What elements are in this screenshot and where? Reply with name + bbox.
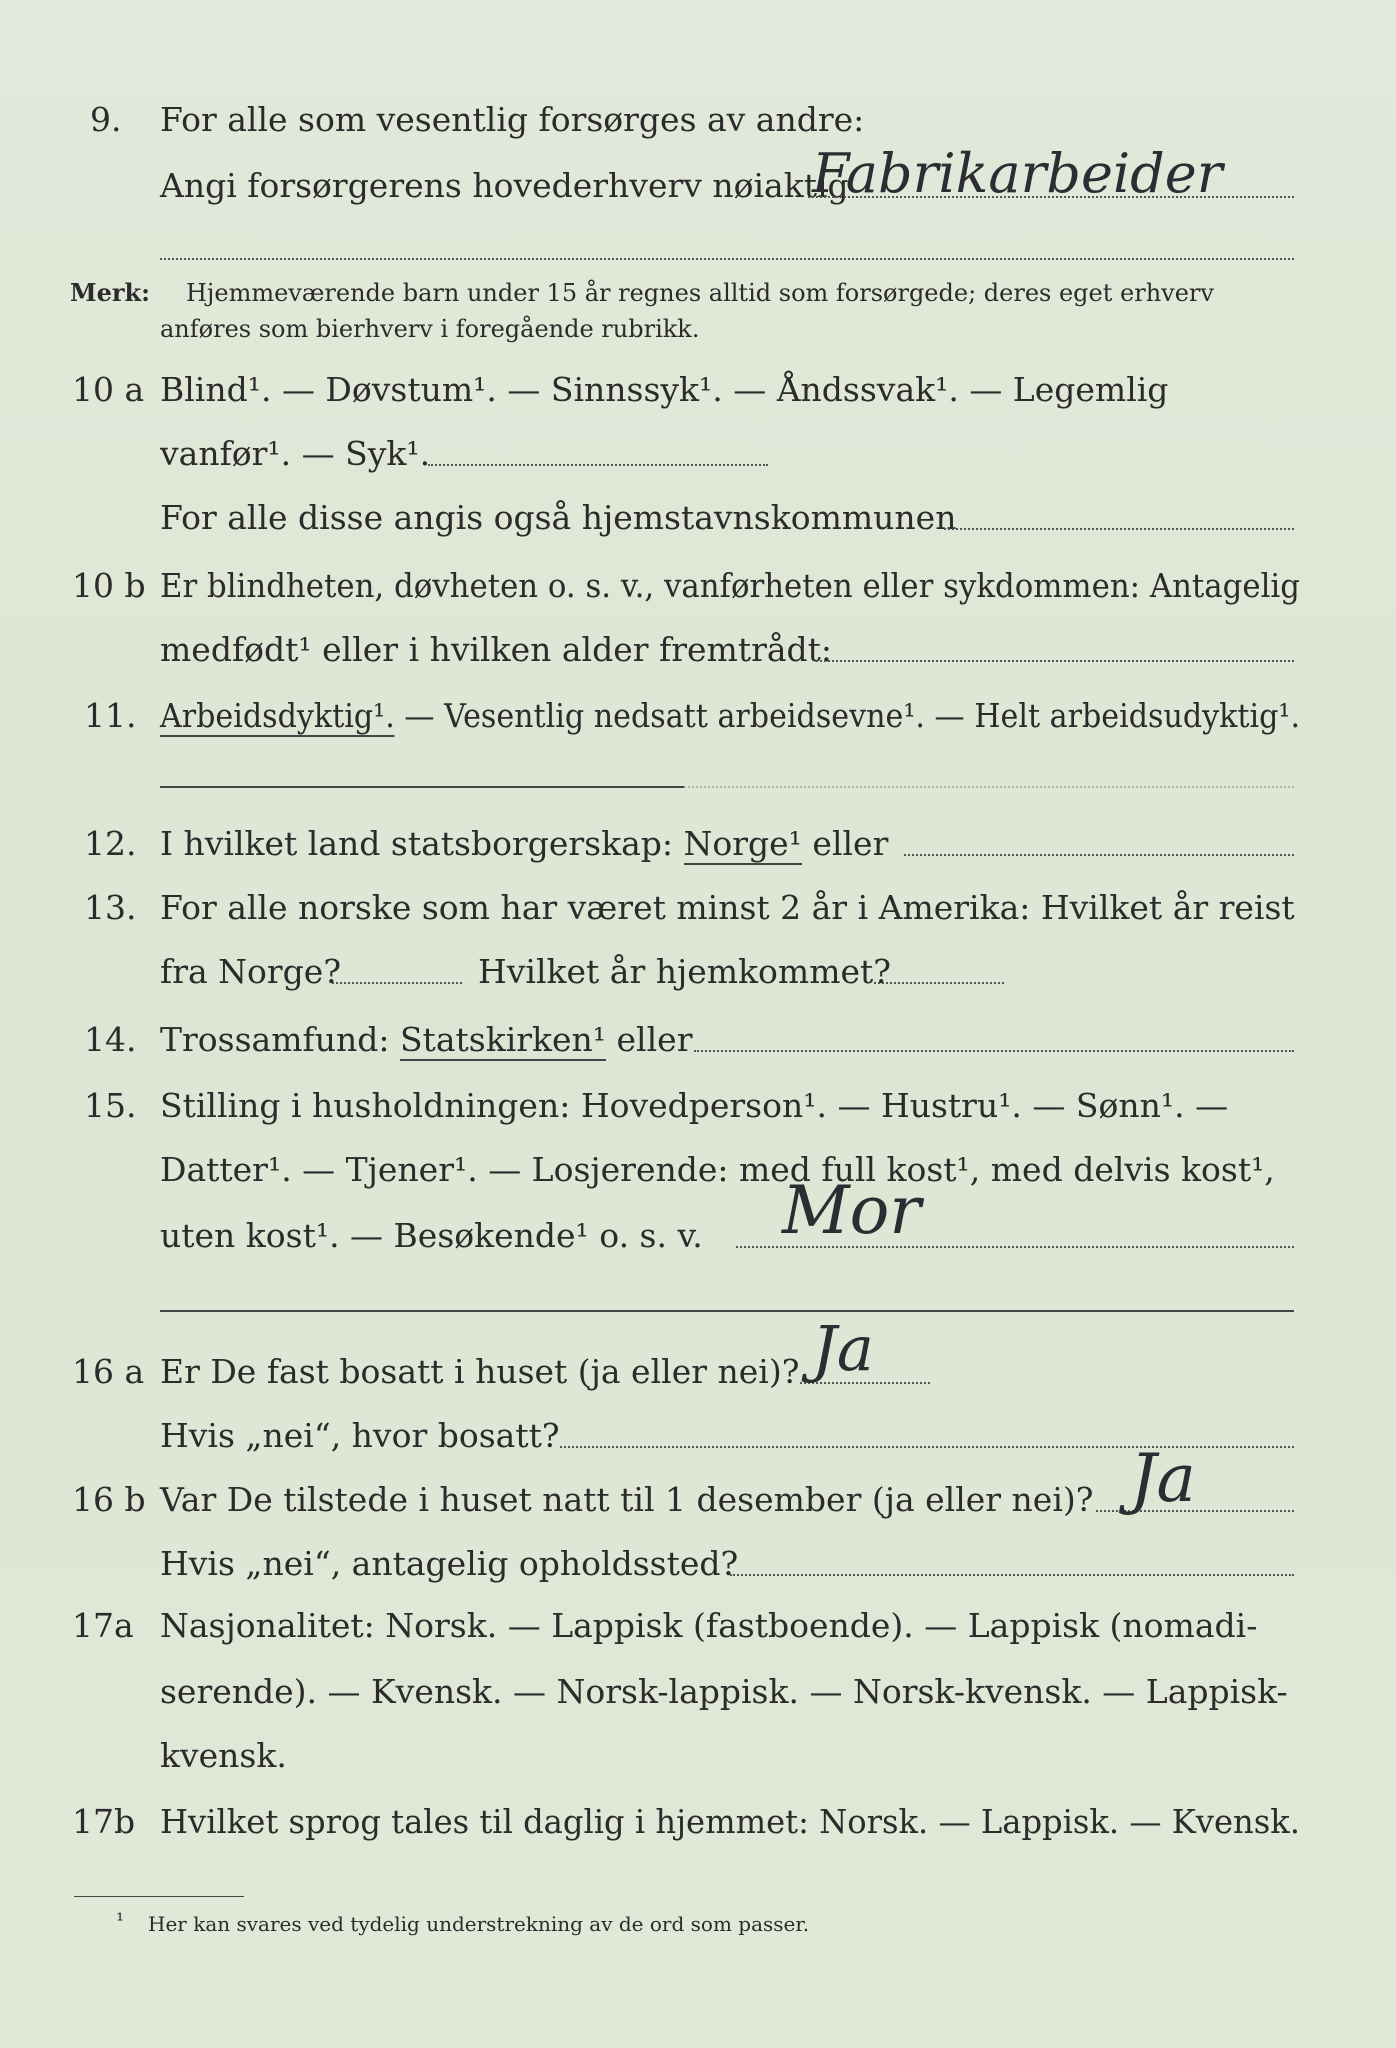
q16a-number: 16 a	[72, 1352, 145, 1391]
q9-line2: Angi forsørgerens hovederhverv nøiaktig	[160, 166, 849, 205]
q16a-handwritten-answer: Ja	[812, 1312, 874, 1385]
footnote-rule	[74, 1896, 244, 1897]
q12-eller: eller	[812, 824, 889, 863]
q10a-line3: For alle disse angis også hjemstavnskommunen	[160, 498, 957, 537]
q11-faint-line	[684, 786, 1294, 788]
q13-hjemkommet-line	[874, 982, 1004, 984]
q17a-line1: Nasjonalitet: Norsk. — Lappisk (fastboende). — Lappisk (nomadi-	[160, 1606, 1258, 1645]
q17a-number: 17a	[72, 1606, 134, 1645]
q13-number: 13.	[84, 888, 137, 927]
q11-rest: — Vesentlig nedsatt arbeidsevne¹. — Helt arbeidsudyktig¹.	[404, 696, 1301, 735]
q10a-line1: Blind¹. — Døvstum¹. — Sinnssyk¹. — Åndssvak¹. — Legemlig	[160, 370, 1169, 409]
q13-reist-line	[332, 982, 462, 984]
q15-line3: uten kost¹. — Besøkende¹ o. s. v.	[160, 1216, 703, 1255]
q12-text: I hvilket land statsborgerskap:	[160, 824, 674, 863]
q10b-line1: Er blindheten, døvheten o. s. v., vanførheten eller sykdommen: Antagelig	[160, 566, 1301, 605]
q17b-number: 17b	[72, 1802, 136, 1841]
q12-option-norge[interactable]: Norge¹	[683, 824, 802, 863]
q13-line2b: Hvilket år hjemkommet?	[478, 952, 891, 991]
q17a-line3: kvensk.	[160, 1736, 287, 1775]
q9-number: 9.	[90, 100, 122, 139]
q10a-number: 10 a	[72, 370, 145, 409]
q14-answer-line	[694, 1050, 1294, 1052]
q15-handwritten-answer: Mor	[782, 1172, 921, 1249]
q16a-line2: Hvis „nei“, hvor bosatt?	[160, 1416, 560, 1455]
q14-number: 14.	[84, 1020, 137, 1059]
q17b-line1: Hvilket sprog tales til daglig i hjemmet: Norsk. — Lappisk. — Kvensk.	[160, 1802, 1300, 1841]
q15-extra-rule	[160, 1310, 1294, 1312]
q16a-line1: Er De fast bosatt i huset (ja eller nei)?	[160, 1352, 800, 1391]
q9-line1: For alle som vesentlig forsørges av andre:	[160, 100, 865, 139]
q17a-line2: serende). — Kvensk. — Norsk-lappisk. — Norsk-kvensk. — Lappisk-	[160, 1672, 1288, 1711]
q11-answer-rule	[160, 786, 684, 788]
q15-line1: Stilling i husholdningen: Hovedperson¹. — Hustru¹. — Sønn¹. —	[160, 1086, 1229, 1125]
q15-number: 15.	[84, 1086, 137, 1125]
merk-line2: anføres som bierhverv i foregående rubrikk.	[160, 315, 700, 343]
q9-handwritten-answer: Fabrikarbeider	[812, 142, 1223, 205]
q14-line	[160, 1020, 692, 1060]
q11-option-arbeidsdyktig[interactable]: Arbeidsdyktig¹.	[160, 696, 395, 735]
footnote-mark: ¹	[116, 1908, 125, 1932]
q12-number: 12.	[84, 824, 137, 863]
q13-line2a: fra Norge?	[160, 952, 342, 991]
q16b-number: 16 b	[72, 1480, 146, 1519]
q11-number: 11.	[84, 696, 137, 735]
q10b-number: 10 b	[72, 566, 146, 605]
q10b-answer-line	[816, 660, 1294, 662]
q9-extra-line	[160, 258, 1294, 260]
q16b-line2: Hvis „nei“, antagelig opholdssted?	[160, 1544, 739, 1583]
merk-label: Merk:	[70, 278, 150, 307]
q11-line	[160, 696, 1300, 736]
q10a-hjemstavn-line	[944, 528, 1294, 530]
q16b-opholdssted-line	[730, 1574, 1294, 1576]
q16b-handwritten-answer: Ja	[1130, 1440, 1196, 1517]
q13-line1: For alle norske som har været minst 2 år i Amerika: Hvilket år reist	[160, 888, 1295, 927]
q15-line2: Datter¹. — Tjener¹. — Losjerende: med full kost¹, med delvis kost¹,	[160, 1150, 1275, 1189]
merk-line1: Hjemmeværende barn under 15 år regnes alltid som forsørgede; deres eget erhverv	[186, 279, 1214, 307]
q14-eller: eller	[616, 1020, 693, 1059]
q16b-line1: Var De tilstede i huset natt til 1 desember (ja eller nei)?	[160, 1480, 1094, 1519]
q14-text: Trossamfund:	[160, 1020, 390, 1059]
q12-line	[160, 824, 888, 864]
q10b-line2: medfødt¹ eller i hvilken alder fremtrådt:	[160, 630, 833, 669]
footnote-text: Her kan svares ved tydelig understrekning av de ord som passer.	[148, 1912, 810, 1936]
q10a-line2: vanfør¹. — Syk¹.	[160, 434, 431, 473]
q12-answer-line	[904, 854, 1294, 856]
q10a-answer-line	[428, 464, 768, 466]
q14-option-statskirken[interactable]: Statskirken¹	[399, 1020, 607, 1059]
